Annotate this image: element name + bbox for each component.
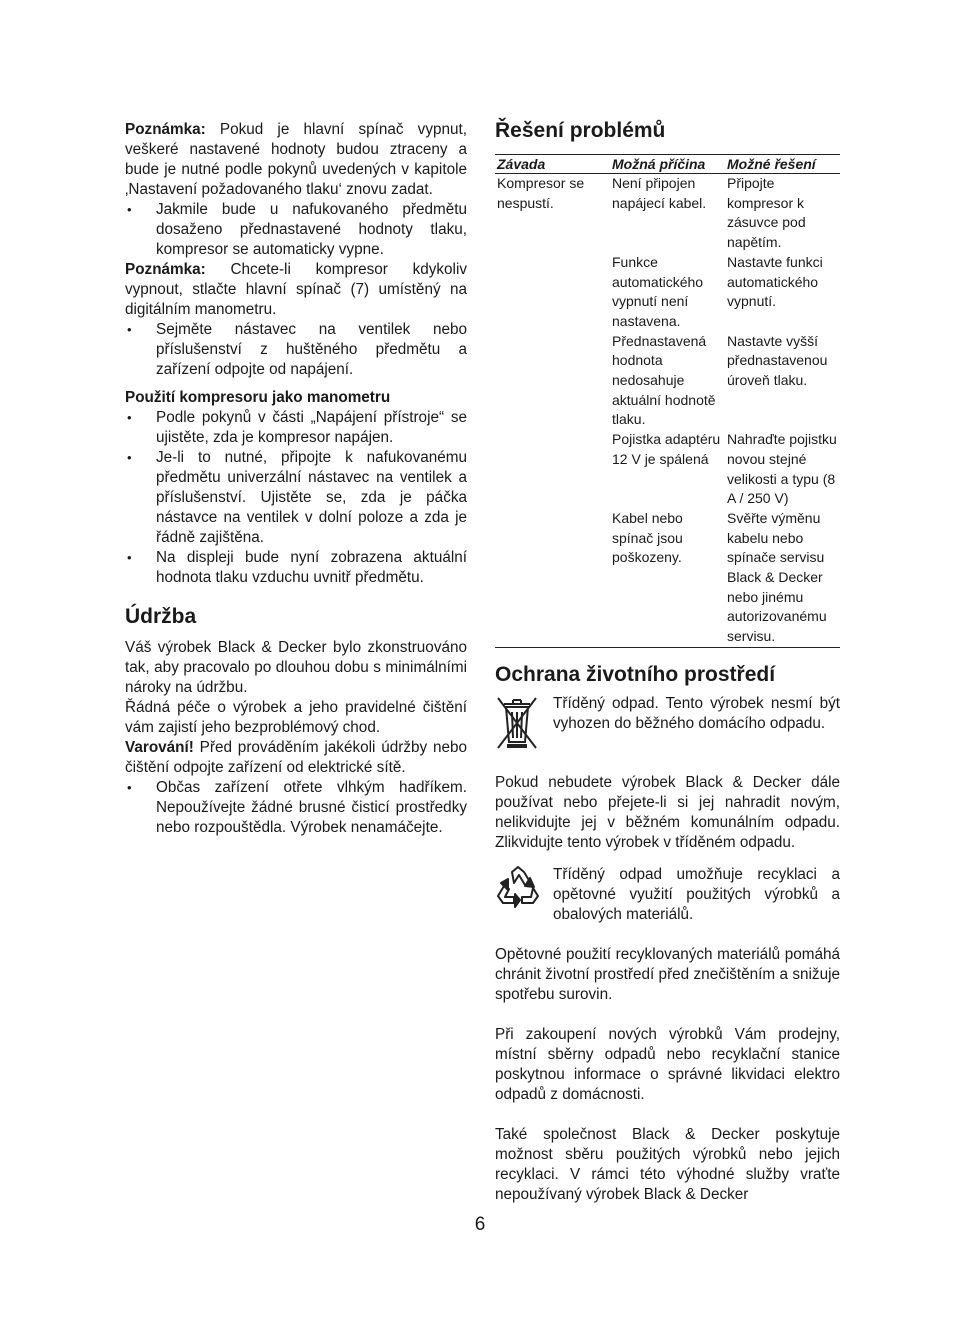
list-item: • Je-li to nutné, připojte k nafukovanému předmětu univerzální nástavec na ventilek a příslušenství. Ujistěte se, zda je páčka nástavce na ventilek v dolní poloze a zda je řádně zajištěna. (125, 448, 467, 548)
environment-paragraph: Pokud nebudete výrobek Black & Decker dále používat nebo přejete-li si jej nahradit novým, nelikvidujte jej v běžném komunálním odpadu. Zlikvidujte tento výrobek v tříděném odpadu. (495, 773, 840, 851)
note-label: Poznámka: (125, 261, 206, 278)
warning-label: Varování! (125, 739, 194, 756)
table-cell: Nastavte vyšší přednastavenou úroveň tlaku. (727, 332, 828, 389)
recycling-block (495, 865, 840, 925)
sorted-waste-block (495, 694, 840, 755)
column-header-fault: Závada (495, 155, 610, 174)
gauge-heading: Použití kompresoru jako manometru (125, 389, 391, 406)
table-cell: Není připojen napájecí kabel. (612, 175, 707, 211)
right-column (495, 118, 840, 1205)
table-row (495, 509, 840, 647)
table-cell (495, 430, 610, 509)
table-cell: Funkce automatického vypnutí není nastavena. (612, 253, 704, 329)
bullet-remove-adapter: • Sejměte nástavec na ventilek nebo příslušenství z huštěného předmětu a zařízení odpojte od napájení. (125, 320, 467, 380)
column-header-cause: Možná příčina (610, 155, 725, 174)
note-paragraph (125, 260, 467, 320)
table-cell: Kabel nebo spínač jsou poškozeny. (610, 509, 725, 647)
maintenance-paragraph: Řádná péče o výrobek a jeho pravidelné čištění vám zajistí jeho bezproblémový chod. (125, 699, 467, 736)
troubleshooting-table (495, 154, 840, 648)
environment-paragraph: Opětovné použití recyklovaných materiálů pomáhá chránit životní prostředí před znečištěním a snižuje spotřebu surovin. (495, 945, 840, 1003)
recycle-icon (495, 865, 553, 916)
note-label: Poznámka: (125, 121, 206, 138)
list-item: • Podle pokynů v části „Napájení přístroje“ se ujistěte, zda je kompresor napájen. (125, 408, 467, 448)
table-cell: Nastavte funkci automatického vypnutí. (727, 253, 823, 310)
table-row (495, 253, 840, 332)
recycling-text: Tříděný odpad umožňuje recyklaci a opětovné využití použitých výrobků a obalových materiálů. (553, 865, 840, 923)
maintenance-paragraph: Váš výrobek Black & Decker bylo zkonstruováno tak, aby pracovalo po dlouhou dobu s minimálními nároky na údržbu. (125, 639, 467, 696)
environment-paragraph: Také společnost Black & Decker poskytuje možnost sběru použitých výrobků nebo jejich recyklaci. V rámci této výhodné služby vraťte nepoužívaný výrobek Black & Decker (495, 1125, 840, 1203)
table-cell: Připojte kompresor k zásuvce pod napětím. (727, 175, 806, 251)
table-cell (495, 509, 610, 647)
table-cell: Svěřte výměnu kabelu nebo spínače servisu Black & Decker nebo jinému autorizovanému servisu. (725, 509, 840, 647)
table-cell: Nahraďte pojistku novou stejné velikosti a typu (8 A / 250 V) (727, 431, 837, 507)
list-item: • Na displeji bude nyní zobrazena aktuální hodnota tlaku vzduchu uvnitř předmětu. (125, 548, 467, 588)
table-cell (495, 332, 610, 431)
table-row (495, 174, 840, 253)
column-header-solution: Možné řešení (725, 155, 840, 174)
bullet-auto-off: • Jakmile bude u nafukovaného předmětu dosaženo přednastavené hodnoty tlaku, kompresor se automaticky vypne. (125, 200, 467, 260)
note-text: Chcete-li kompresor kdykoliv vypnout, stlačte hlavní spínač (7) umístěný na digitálním manometru. (125, 261, 467, 318)
sorted-waste-text: Tříděný odpad. Tento výrobek nesmí být vyhozen do běžného domácího odpadu. (553, 694, 840, 732)
list-item: • Občas zařízení otřete vlhkým hadříkem. Nepoužívejte žádné brusné čisticí prostředky nebo rozpouštědla. Výrobek nenamáčejte. (125, 778, 467, 838)
maintenance-heading: Údržba (125, 605, 197, 628)
environment-heading: Ochrana životního prostředí (495, 662, 776, 686)
table-header-row (495, 155, 840, 174)
table-row (495, 332, 840, 431)
warning-paragraph (125, 738, 467, 778)
page-number: 6 (474, 1214, 486, 1235)
left-column (125, 120, 467, 838)
table-cell: Kompresor se nespustí. (497, 175, 585, 211)
table-cell: Pojistka adaptéru 12 V je spálená (612, 431, 721, 467)
table-cell (495, 253, 610, 332)
warning-text: Před prováděním jakékoli údržby nebo čištění odpojte zařízení od elektrické sítě. (125, 739, 467, 776)
crossed-bin-icon (495, 694, 553, 755)
environment-paragraph: Při zakoupení nových výrobků Vám prodejny, místní sběrny odpadů nebo recyklační stanice poskytnou informace o správné likvidaci elektro odpadů z domácnosti. (495, 1025, 840, 1103)
note-paragraph (125, 120, 467, 200)
table-row (495, 430, 840, 509)
trouble-heading: Řešení problémů (495, 119, 666, 142)
table-cell: Přednastavená hodnota nedosahuje aktuální hodnotě tlaku. (612, 332, 716, 428)
note-text: Pokud je hlavní spínač vypnut, veškeré nastavené hodnoty budou ztraceny a bude je nutné podle pokynů uvedených v kapitole ‚Nastavení požadovaného tlaku‘ znovu zadat. (125, 121, 467, 198)
